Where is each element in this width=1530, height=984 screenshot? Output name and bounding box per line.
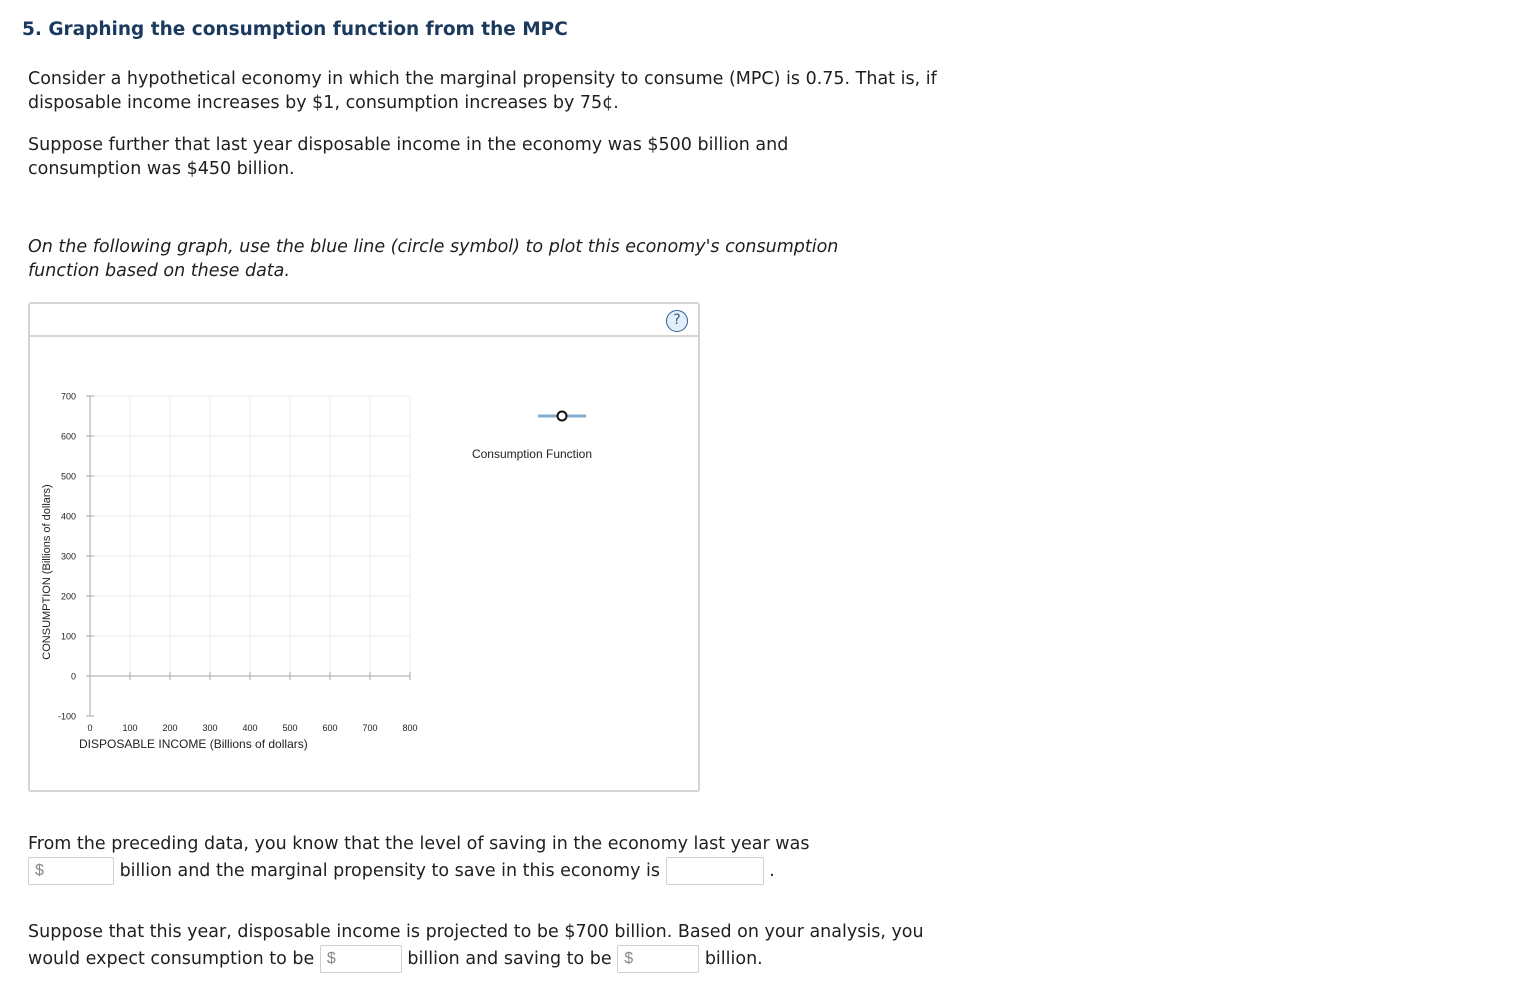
x-tick-label: 200 — [162, 723, 178, 733]
x-tick-label: 400 — [242, 723, 258, 733]
consumption-input-box[interactable] — [320, 945, 402, 973]
saving-text-before: From the preceding data, you know that the level of saving in the economy last year was — [28, 834, 810, 854]
projected-saving-input[interactable] — [633, 950, 683, 968]
consumption-graph[interactable] — [30, 304, 698, 790]
mps-input-box[interactable] — [666, 857, 764, 885]
graph-grid — [90, 396, 410, 676]
projected-consumption-input[interactable] — [336, 950, 386, 968]
x-tick-label: 500 — [282, 723, 298, 733]
currency-symbol: $ — [624, 950, 634, 967]
x-tick-label: 600 — [322, 723, 338, 733]
graph-panel — [28, 302, 700, 792]
x-axis-label: DISPOSABLE INCOME (Billions of dollars) — [79, 737, 308, 751]
legend-label: Consumption Function — [471, 447, 593, 461]
y-tick-label: 500 — [60, 471, 76, 482]
x-tick-label: 0 — [87, 723, 93, 733]
y-tick-label: 100 — [60, 631, 76, 642]
legend-circle-icon[interactable] — [558, 412, 567, 421]
projection-text-end: billion. — [704, 949, 763, 969]
projection-text-before: Suppose that this year, disposable income is projected to be $700 billion. Based on your analysis, you would expect consumption to be — [28, 922, 924, 969]
saving-input-box[interactable] — [28, 857, 114, 885]
x-tick-label: 700 — [362, 723, 378, 733]
graph-axes — [58, 392, 418, 734]
projection-question — [28, 919, 938, 973]
y-tick-label: 600 — [60, 431, 76, 442]
question-title: 5. Graphing the consumption function from the MPC — [22, 19, 568, 40]
y-tick-label: 400 — [60, 511, 76, 522]
saving-text-mid: billion and the marginal propensity to save in this economy is — [119, 861, 660, 881]
currency-symbol: $ — [326, 950, 336, 967]
mps-input[interactable] — [673, 862, 757, 880]
saving-text-end: . — [769, 861, 775, 881]
legend-consumption-function[interactable] — [472, 412, 592, 462]
y-tick-label: 0 — [70, 671, 76, 682]
intro-paragraph-income: Suppose further that last year disposable income in the economy was $500 billion and consumption was $450 billion. — [28, 135, 789, 179]
graph-instruction: On the following graph, use the blue line (circle symbol) to plot this economy's consumption function based on these data. — [28, 237, 839, 281]
y-tick-label: 300 — [60, 551, 76, 562]
currency-symbol: $ — [35, 862, 44, 879]
last-year-saving-input[interactable] — [44, 862, 94, 880]
saving-projection-input-box[interactable] — [617, 945, 699, 973]
x-tick-label: 300 — [202, 723, 218, 733]
x-tick-label: 800 — [402, 723, 418, 733]
y-tick-label: 700 — [60, 391, 76, 402]
help-icon[interactable]: ? — [666, 310, 688, 332]
y-tick-label: 200 — [60, 591, 76, 602]
y-axis-label: CONSUMPTION (Billions of dollars) — [41, 484, 53, 660]
intro-paragraph-mpc: Consider a hypothetical economy in which the marginal propensity to consume (MPC) is 0.75. That is, if disposable income increases by $1, consumption increases by 75¢. — [28, 69, 937, 113]
saving-question — [28, 831, 928, 885]
projection-text-mid: billion and saving to be — [407, 949, 612, 969]
y-tick-label: -100 — [57, 711, 76, 722]
x-tick-label: 100 — [122, 723, 138, 733]
